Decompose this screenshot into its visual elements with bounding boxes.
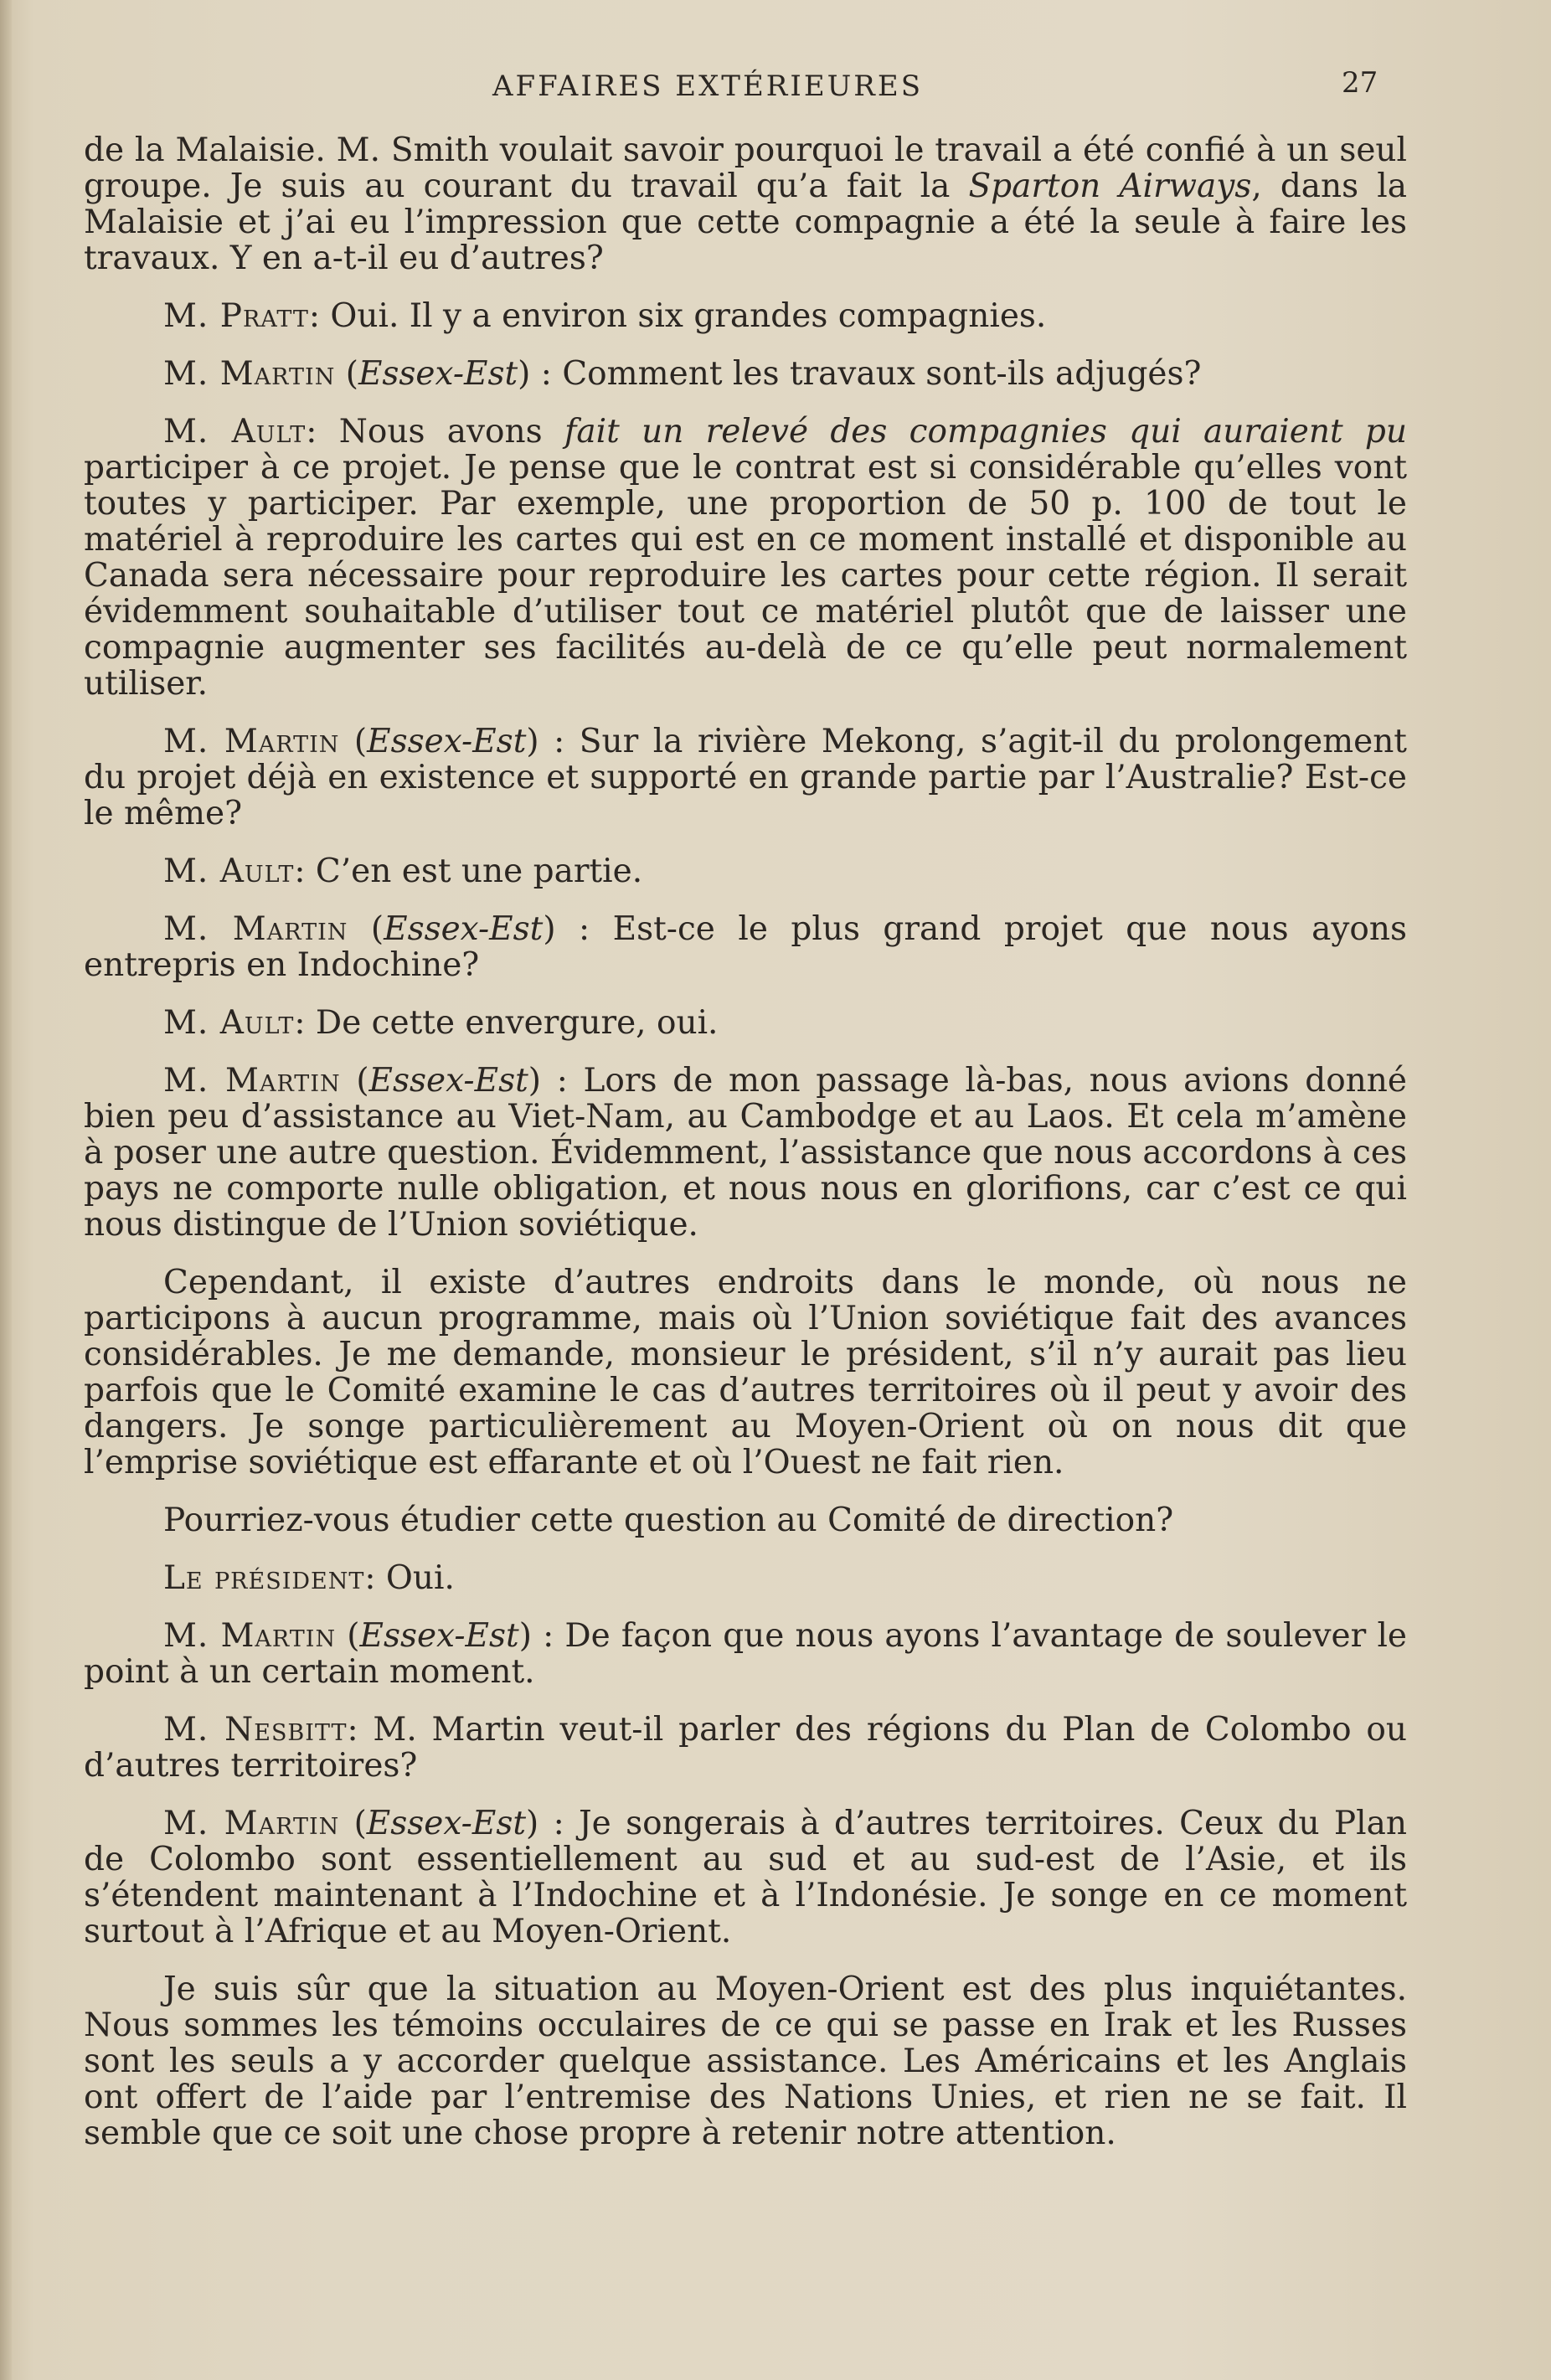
paragraph: [84, 1265, 1407, 1481]
speaker-riding: Essex-Est: [384, 910, 544, 948]
speech-text: Est-ce le plus grand projet que nous ayons entrepris en Indochine?: [84, 910, 1407, 984]
speaker-riding: Essex-Est: [359, 1617, 519, 1655]
speech-text: Sur la rivière Mekong, s’agit-il du prolongement du projet déjà en existence et supporté en grande partie par l’Australie? Est-ce le même?: [84, 723, 1407, 832]
speech-pratt: [84, 298, 1407, 334]
speaker-colon: :: [308, 297, 320, 335]
speaker-riding: Essex-Est: [358, 355, 518, 393]
running-header: [0, 65, 1551, 107]
paragraph-text: Cependant, il existe d’autres endroits dans le monde, où nous ne participons à aucun programme, mais où l’Union soviétique fait des avances considérables. Je me demande, monsieur le président, s’il n’y aurait pas lieu parfois que le Comité examine le cas d’autres territoires où il peut y avoir des dangers. Je songe particulièrement au Moyen-Orient où on nous dit que l’emprise soviétique est effarante et où l’Ouest ne fait rien.: [84, 1264, 1407, 1481]
paragraph: [84, 1502, 1407, 1538]
speech-text: Oui. Il y a environ six grandes compagnies.: [319, 297, 1047, 335]
speaker-name: M. Martin: [163, 355, 336, 393]
speech-text: De façon que nous ayons l’avantage de soulever le point à un certain moment.: [84, 1617, 1408, 1691]
paragraph-text: de la Malaisie. M. Smith voulait savoir pourquoi le travail a été confié à un seul groupe. Je suis au courant du travail qu’a fait la: [84, 131, 1407, 205]
company-name-italic: Sparton Airways: [968, 167, 1252, 205]
speaker-name: M. Nesbitt: [163, 1711, 348, 1749]
header-title: AFFAIRES EXTÉRIEURES: [492, 70, 924, 103]
speech-text: De cette envergure, oui.: [305, 1004, 719, 1042]
page-spine-shadow: [0, 0, 12, 2380]
speaker-name: Le président: [163, 1559, 365, 1597]
speaker-name: M. Martin: [163, 910, 348, 948]
speaker-riding: Essex-Est: [368, 1062, 528, 1100]
speech-martin: M. Martin (Essex-Est) : Je songerais à d’autres territoires. Ceux du Plan de Colombo sont essentiellement au sud et au sud-est de l’Asie, et ils s’étendent maintenant à l’Indochine et à l’Indonésie. Je songe en ce moment surtout à l’Afrique et au Moyen-Orient.: [84, 1805, 1407, 1950]
paragraph-text-tail: , dans la Malaisie et j’ai eu l’impression que cette compagnie a été la seule à faire les travaux. Y en a-t-il eu d’autres?: [84, 167, 1407, 277]
speech-text: C’en est une partie.: [305, 853, 643, 890]
speech-martin: M. Martin (Essex-Est) : Comment les travaux sont-ils adjugés?: [163, 355, 1202, 393]
page-body: [84, 132, 1407, 2173]
speech-martin: M. Martin (Essex-Est) : De façon que nous ayons l’avantage de soulever le point à un certain moment.: [84, 1617, 1408, 1691]
paragraph-continuation: [84, 132, 1407, 276]
speech-president: Le président: Oui.: [163, 1559, 455, 1597]
paragraph-text: Pourriez-vous étudier cette question au Comité de direction?: [163, 1502, 1174, 1539]
speech-martin: M. Martin (Essex-Est) : Est-ce le plus grand projet que nous ayons entrepris en Indochine?: [84, 910, 1407, 984]
speech-text: Je songerais à d’autres territoires. Ceux du Plan de Colombo sont essentiellement au sud et au sud-est de l’Asie, et ils s’étendent maintenant à l’Indochine et à l’Indonésie. Je songe en ce moment surtout à l’Afrique et au Moyen-Orient.: [84, 1805, 1407, 1950]
speaker-name: M. Ault: [163, 413, 307, 451]
speech-martin: M. Martin (Essex-Est) : Sur la rivière Mekong, s’agit-il du prolongement du projet déjà en existence et supporté en grande partie par l’Australie? Est-ce le même?: [84, 723, 1407, 832]
speaker-name: M. Ault: [163, 853, 295, 890]
speech-text: Comment les travaux sont-ils adjugés?: [551, 355, 1202, 393]
speaker-name: M. Martin: [163, 1617, 337, 1655]
speech-nesbitt: M. Nesbitt: M. Martin veut-il parler des régions du Plan de Colombo ou d’autres territoires?: [84, 1711, 1407, 1785]
page-number: 27: [1342, 66, 1378, 100]
speaker-name: M. Pratt: [163, 297, 309, 335]
speech-text-italic: fait un relevé des compagnies qui auraient pu: [564, 413, 1407, 451]
speaker-riding: Essex-Est: [366, 1805, 527, 1842]
speaker-name: M. Martin: [163, 1062, 341, 1100]
speaker-name: M. Martin: [163, 723, 340, 760]
speech-ault: M. Ault: Nous avons fait un relevé des compagnies qui auraient pu participer à ce projet. Je pense que le contrat est si considérable qu’elles vont toutes y participer. Par exemple, une proportion de 50 p. 100 de tout le matériel à reproduire les cartes qui est en ce moment installé et disponible au Canada sera nécessaire pour reproduire les cartes pour cette région. Il serait évidemment souhaitable d’utiliser tout ce matériel plutôt que de laisser une compagnie augmenter ses facilités au-delà de ce qu’elle peut normalement utiliser.: [84, 413, 1407, 703]
paragraph: [84, 1971, 1407, 2151]
speech-ault: M. Ault: De cette envergure, oui.: [163, 1004, 719, 1042]
paragraph-text: Je suis sûr que la situation au Moyen-Orient est des plus inquiétantes. Nous sommes les témoins occulaires de ce qui se passe en Irak et les Russes sont les seuls a y accorder quelque assistance. Les Américains et les Anglais ont offert de l’aide par l’entremise des Nations Unies, et rien ne se fait. Il semble que ce soit une chose propre à retenir notre attention.: [84, 1970, 1407, 2152]
speech-text: participer à ce projet. Je pense que le contrat est si considérable qu’elles vont toutes y participer. Par exemple, une proportion de 50 p. 100 de tout le matériel à reproduire les cartes qui est en ce moment installé et disponible au Canada sera nécessaire pour reproduire les cartes pour cette région. Il serait évidemment souhaitable d’utiliser tout ce matériel plutôt que de laisser une compagnie augmenter ses facilités au-delà de ce qu’elle peut normalement utiliser.: [84, 449, 1407, 703]
speech-text: Oui.: [375, 1559, 455, 1597]
speaker-name: M. Ault: [163, 1004, 295, 1042]
speech-martin: M. Martin (Essex-Est) : Lors de mon passage là-bas, nous avions donné bien peu d’assistance au Viet-Nam, au Cambodge et au Laos. Et cela m’amène à poser une autre question. Évidemment, l’assistance que nous accordons à ces pays ne comporte nulle obligation, et nous nous en glorifions, car c’est ce qui nous distingue de l’Union soviétique.: [84, 1062, 1407, 1244]
speech-text-pre: Nous avons: [317, 413, 564, 451]
speaker-riding: Essex-Est: [367, 723, 527, 760]
speaker-name: M. Martin: [163, 1805, 340, 1842]
speech-text: Lors de mon passage là-bas, nous avions donné bien peu d’assistance au Viet-Nam, au Cambodge et au Laos. Et cela m’amène à poser une autre question. Évidemment, l’assistance que nous accordons à ces pays ne comporte nulle obligation, et nous nous en glorifions, car c’est ce qui nous distingue de l’Union soviétique.: [84, 1062, 1407, 1244]
speech-ault: M. Ault: C’en est une partie.: [163, 853, 643, 890]
speech-text: M. Martin veut-il parler des régions du Plan de Colombo ou d’autres territoires?: [84, 1711, 1407, 1785]
